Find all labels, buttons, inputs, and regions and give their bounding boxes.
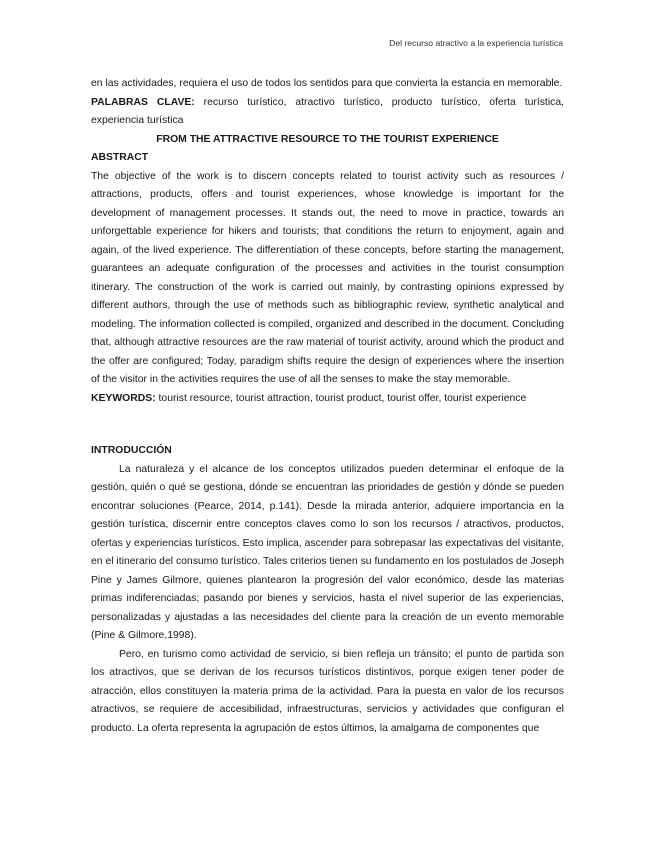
- keywords-text: tourist resource, tourist attraction, tourist product, tourist offer, tourist experience: [155, 392, 527, 404]
- palabras-clave-text: recurso turístico, atractivo turístico, producto turístico, oferta turística, experiencia turística: [91, 96, 564, 126]
- abstract-heading: ABSTRACT: [91, 152, 149, 163]
- page-content: [91, 75, 564, 738]
- intro-heading: INTRODUCCIÓN: [91, 445, 172, 456]
- english-title: FROM THE ATTRACTIVE RESOURCE TO THE TOURIST EXPERIENCE: [156, 133, 499, 145]
- abstract-es-tail: en las actividades, requiera el uso de todos los sentidos para que convierta la estancia en memorable.: [91, 78, 563, 89]
- keywords: [91, 390, 564, 409]
- running-head: Del recurso atractivo a la experiencia turística: [389, 38, 563, 48]
- palabras-clave-label: PALABRAS CLAVE:: [91, 96, 195, 108]
- section-spacer: [91, 408, 564, 442]
- keywords-label: KEYWORDS:: [91, 392, 156, 404]
- intro-paragraph-2: Pero, en turismo como actividad de servicio, si bien refleja un tránsito; el punto de partida son los atractivos, que se derivan de los recursos turísticos distintivos, porque exigen tener poder de atracción, ellos constituyen la materia prima de la actividad. Para la puesta en valor de los recursos atractivos, se requiere de accesibilidad, infraestructuras, servicios y actividades que configuran el producto. La oferta representa la agrupación de estos últimos, la amalgama de componentes que: [91, 648, 564, 734]
- abstract-text: The objective of the work is to discern concepts related to tourist activity such as resources / attractions, products, offers and tourist experiences, whose knowledge is important for the development of management processes. It stands out, the need to move in practice, towards an unforgettable experience for hikers and tourists; that conditions the return to enjoyment, again and again, of the lived experience. The differentiation of these concepts, before starting the management, guarantees an adequate configuration of the processes and activities in the tourist consumption itinerary. The construction of the work is carried out mainly, by contrasting opinions expressed by different authors, through the use of methods such as bibliographic review, synthetic analytical and modeling. The information collected is compiled, organized and described in the document. Concluding that, although attractive resources are the raw material of tourist activity, around which the product and the offer are configured; Today, paradigm shifts require the design of experiences where the insertion of the visitor in the activities requires the use of all the senses to make the stay memorable.: [91, 170, 564, 385]
- intro-paragraph-1: La naturaleza y el alcance de los conceptos utilizados pueden determinar el enfoque de la gestión, quién o qué se gestiona, dónde se encuentran las prioridades de gestión y dónde se pueden encontrar soluciones (Pearce, 2014, p.141). Desde la mirada anterior, adquiere importancia en la gestión turística, discernir entre conceptos claves como lo son los recursos / atractivos, productos, ofertas y experiencias turísticos. Esto implica, ascender para sobrepasar las expectativas del visitante, en el itinerario del consumo turístico. Tales criterios tienen su fundamento en los postulados de Joseph Pine y James Gilmore, quienes plantearon la progresión del valor económico, desde las materias primas indiferenciadas; pasando por bienes y servicios, hasta el nivel superior de las experiencias, personalizadas y ajustadas a las necesidades del cliente para la creación de un evento memorable (Pine & Gilmore,1998).: [91, 463, 564, 641]
- palabras-clave: [91, 94, 564, 131]
